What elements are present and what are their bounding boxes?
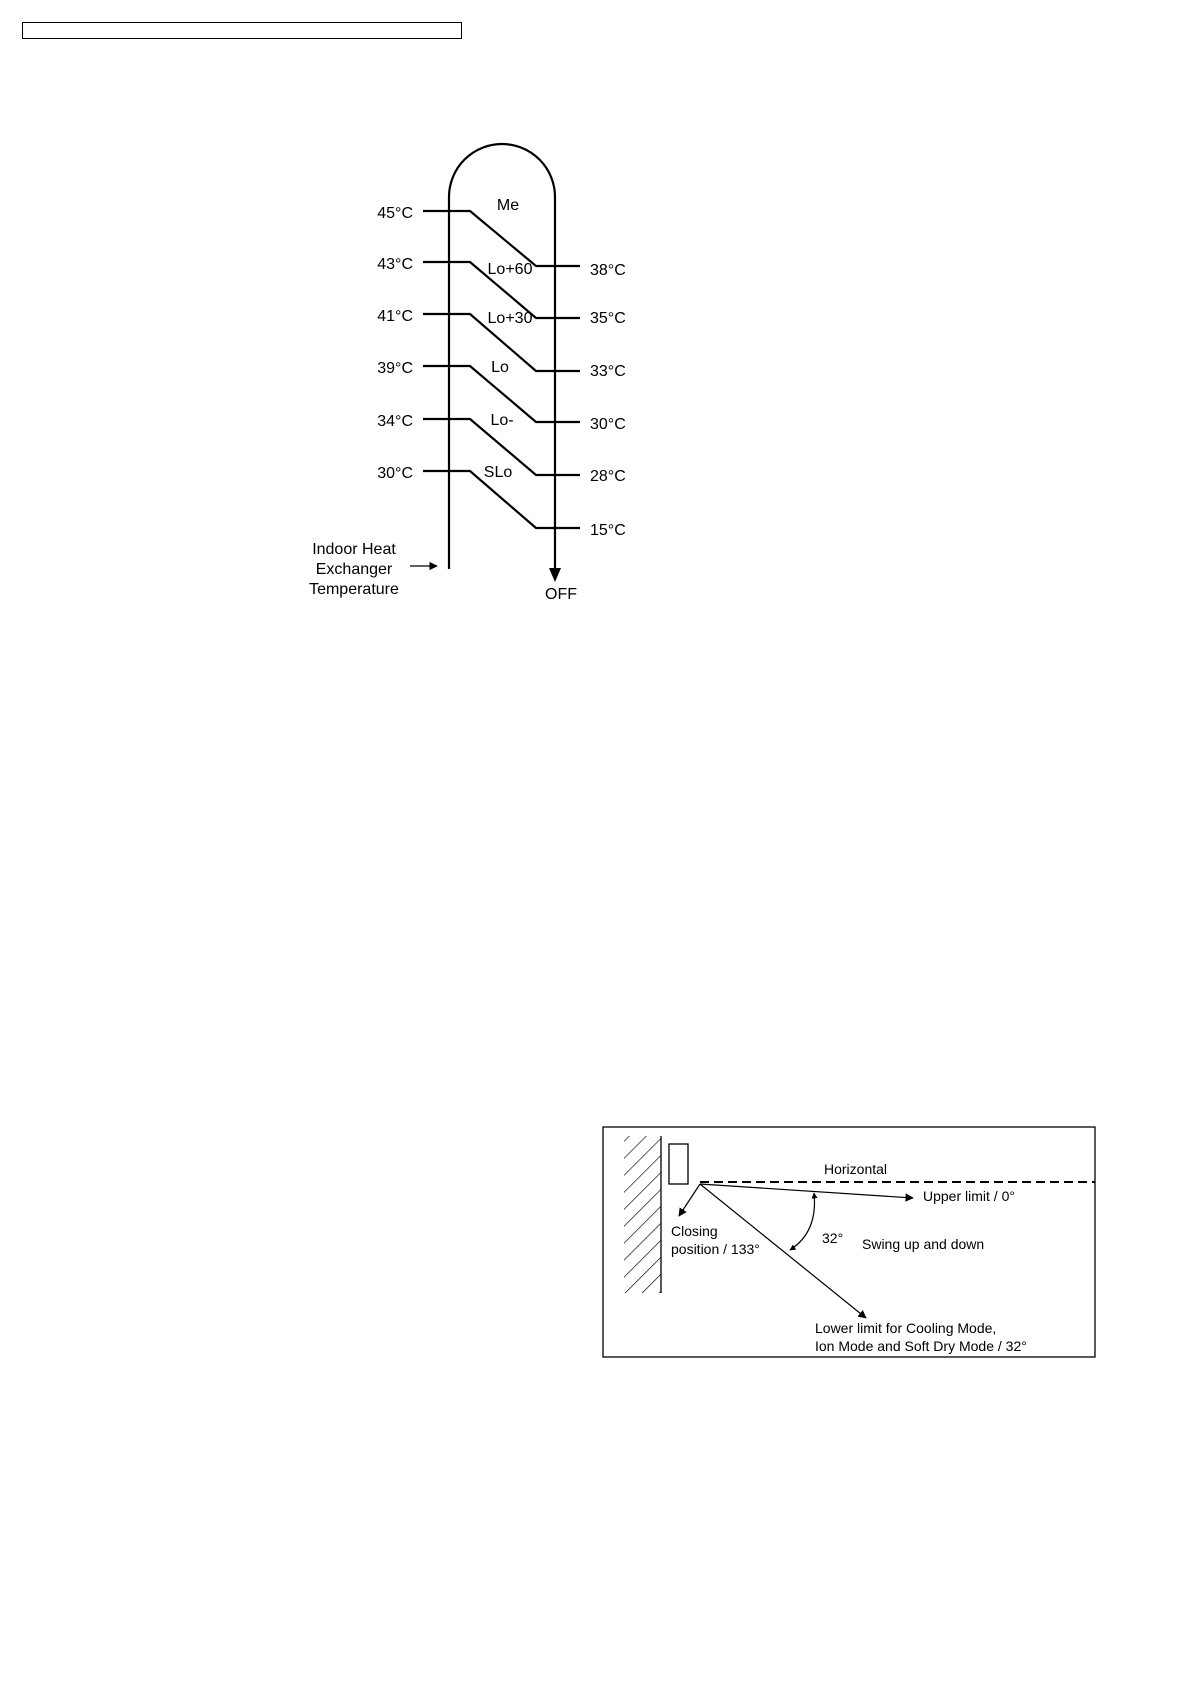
fan-speed-label: Lo+30 xyxy=(487,310,533,327)
fan-speed-label: SLo xyxy=(483,464,513,481)
axis-label-line-1: Indoor Heat xyxy=(312,541,396,558)
horizontal-label: Horizontal xyxy=(824,1161,888,1177)
fan-step-line xyxy=(423,211,580,266)
upper-limit-arrow xyxy=(700,1184,913,1198)
fan-rows xyxy=(377,197,626,539)
off-label: OFF xyxy=(545,586,577,603)
right-temp-label: 35°C xyxy=(590,310,626,327)
closing-label-line-2: position / 133° xyxy=(671,1241,760,1257)
closing-label-line-1: Closing xyxy=(671,1223,718,1239)
fan-speed-label: Lo+60 xyxy=(487,261,533,278)
left-temp-label: 39°C xyxy=(377,360,413,377)
left-temp-label: 30°C xyxy=(377,465,413,482)
off-arrow xyxy=(549,568,561,582)
lower-limit-line-2: Ion Mode and Soft Dry Mode / 32° xyxy=(815,1338,1027,1354)
fan-speed-label: Lo- xyxy=(490,412,514,429)
fan-speed-label: Lo xyxy=(491,359,509,376)
louver-diagram xyxy=(603,1127,1095,1357)
axis-label-line-2: Exchanger xyxy=(315,561,393,578)
left-temp-label: 45°C xyxy=(377,205,413,222)
fan-speed-label: Me xyxy=(496,197,520,214)
lower-limit-line-1: Lower limit for Cooling Mode, xyxy=(815,1320,997,1336)
swing-arc xyxy=(790,1193,815,1250)
axis-label-line-3: Temperature xyxy=(309,581,399,598)
left-temp-label: 41°C xyxy=(377,308,413,325)
right-temp-label: 28°C xyxy=(590,468,626,485)
swing-label: Swing up and down xyxy=(862,1236,985,1252)
upper-limit-label: Upper limit / 0° xyxy=(923,1188,1015,1204)
left-temp-label: 34°C xyxy=(377,413,413,430)
left-temp-label: 43°C xyxy=(377,256,413,273)
wall-hatch xyxy=(624,1136,661,1293)
right-temp-label: 38°C xyxy=(590,262,626,279)
fan-speed-diagram xyxy=(309,144,626,603)
indoor-unit xyxy=(669,1144,688,1184)
right-temp-label: 33°C xyxy=(590,363,626,380)
angle-label: 32° xyxy=(822,1230,844,1246)
right-temp-label: 30°C xyxy=(590,416,626,433)
right-temp-label: 15°C xyxy=(590,522,626,539)
closing-arrow xyxy=(679,1184,700,1216)
